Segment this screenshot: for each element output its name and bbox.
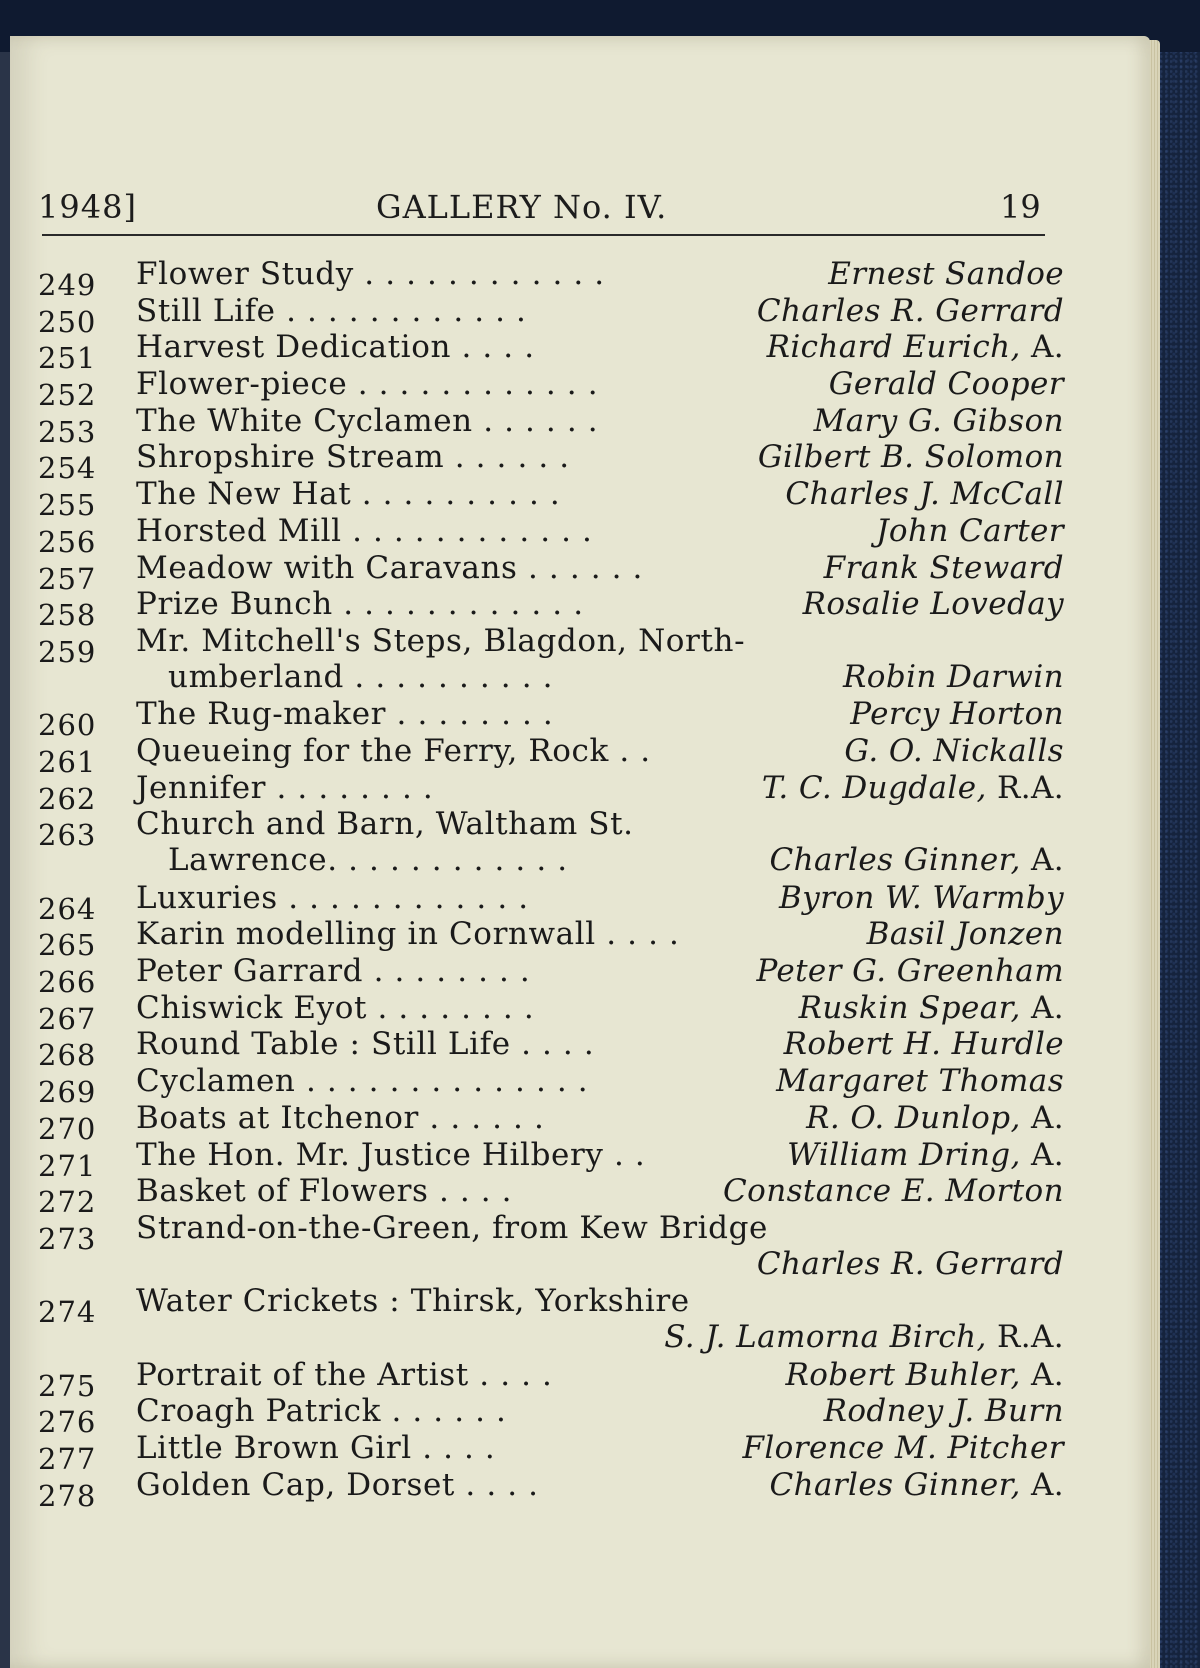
entry-artist: Charles R. Gerrard [756, 292, 1064, 329]
entry-265 [24, 916, 1064, 963]
entry-255 [24, 476, 1064, 523]
entry-number: 278 [38, 1478, 97, 1513]
entry-title-continued: Lawrence. . . . . . . . . . . . [168, 842, 568, 879]
entry-title: Shropshire Stream . . . . . . [136, 439, 570, 476]
entry-title: Chiswick Eyot . . . . . . . . [136, 989, 535, 1026]
entry-number: 269 [38, 1075, 97, 1110]
entry-250 [24, 292, 1064, 339]
running-header [10, 188, 1150, 232]
entry-276 [24, 1393, 1064, 1440]
entry-title: Queueing for the Ferry, Rock . . [136, 732, 651, 769]
entry-number: 258 [38, 598, 97, 633]
entry-256 [24, 512, 1064, 559]
entry-number: 264 [38, 891, 97, 926]
entry-253 [24, 402, 1064, 449]
entry-number: 263 [38, 818, 97, 853]
page-number: 19 [1000, 188, 1041, 226]
entry-title: Mr. Mitchell's Steps, Blagdon, North- [136, 622, 746, 659]
artist-honour: R.A. [986, 769, 1064, 806]
entry-275 [24, 1356, 1064, 1403]
entry-title-continued: umberland . . . . . . . . . . [168, 658, 554, 695]
entry-263 [24, 806, 1064, 879]
entry-artist: Richard Eurich, A. [766, 329, 1064, 366]
entry-title: Croagh Patrick . . . . . . [136, 1393, 507, 1430]
entry-title: Round Table : Still Life . . . . [136, 1026, 595, 1063]
entry-274 [24, 1283, 1064, 1356]
artist-honour: R.A. [986, 1319, 1064, 1356]
artist-honour: A. [1020, 1099, 1064, 1136]
entry-title: Peter Garrard . . . . . . . . [136, 953, 531, 990]
entry-number: 270 [38, 1111, 97, 1146]
entry-artist: T. C. Dugdale, R.A. [761, 769, 1064, 806]
artist-honour: A. [1020, 329, 1064, 366]
catalogue-page [10, 36, 1150, 1668]
entry-number: 260 [38, 708, 97, 743]
entry-artist: Mary G. Gibson [813, 402, 1064, 439]
entry-title: Luxuries . . . . . . . . . . . . [136, 879, 529, 916]
entry-271 [24, 1136, 1064, 1183]
entry-artist: Ernest Sandoe [828, 256, 1064, 292]
artist-honour: A. [1020, 989, 1064, 1026]
entry-artist: R. O. Dunlop, A. [806, 1099, 1064, 1136]
entry-title: Flower-piece . . . . . . . . . . . . [136, 366, 599, 403]
entry-number: 249 [38, 268, 97, 302]
entry-artist: Charles Ginner, A. [769, 842, 1064, 879]
entry-number: 259 [38, 634, 97, 669]
entry-artist: Byron W. Warmby [779, 879, 1064, 916]
entry-267 [24, 989, 1064, 1036]
artist-honour: A. [1020, 1356, 1064, 1393]
entry-artist: Margaret Thomas [776, 1063, 1064, 1100]
entry-artist: Charles J. McCall [785, 476, 1064, 513]
entry-title: The White Cyclamen . . . . . . [136, 402, 599, 439]
entry-artist: Charles Ginner, A. [769, 1466, 1064, 1503]
entry-artist: Gilbert B. Solomon [757, 439, 1064, 476]
entry-number: 276 [38, 1405, 97, 1440]
entry-number: 261 [38, 744, 97, 779]
entry-artist: Rodney J. Burn [823, 1393, 1064, 1430]
entry-title: Little Brown Girl . . . . [136, 1430, 496, 1467]
entry-artist: Frank Steward [823, 549, 1064, 586]
entry-title: Boats at Itchenor . . . . . . [136, 1099, 545, 1136]
header-year: 1948] [38, 188, 137, 226]
entry-number: 273 [38, 1221, 97, 1256]
entry-title: Karin modelling in Cornwall . . . . [136, 916, 680, 953]
entry-278 [24, 1466, 1064, 1513]
entry-title: Flower Study . . . . . . . . . . . . [136, 256, 605, 292]
artist-honour: A. [1020, 842, 1064, 879]
entry-254 [24, 439, 1064, 486]
entry-list [24, 256, 1064, 1513]
entry-title: Cyclamen . . . . . . . . . . . . . . [136, 1063, 589, 1100]
entry-artist: Charles R. Gerrard [756, 1245, 1064, 1282]
header-rule [42, 234, 1045, 236]
entry-number: 250 [38, 304, 97, 339]
entry-number: 266 [38, 965, 97, 1000]
entry-artist: Robert H. Hurdle [783, 1026, 1064, 1063]
entry-artist: Robin Darwin [843, 658, 1064, 695]
entry-title: Water Crickets : Thirsk, Yorkshire [136, 1283, 690, 1320]
entry-title: Golden Cap, Dorset . . . . [136, 1466, 539, 1503]
entry-artist: Peter G. Greenham [756, 953, 1064, 990]
entry-artist: G. O. Nickalls [844, 732, 1064, 769]
entry-number: 271 [38, 1148, 97, 1183]
entry-title: Harvest Dedication . . . . [136, 329, 535, 366]
entry-number: 254 [38, 451, 97, 486]
entry-title: The Hon. Mr. Justice Hilbery . . [136, 1136, 646, 1173]
entry-number: 251 [38, 341, 97, 376]
artist-honour: A. [1020, 1136, 1064, 1173]
entry-artist: John Carter [876, 512, 1064, 549]
entry-262 [24, 769, 1064, 816]
entry-title: The Rug-maker . . . . . . . . [136, 696, 554, 733]
entry-272 [24, 1173, 1064, 1220]
entry-260 [24, 696, 1064, 743]
entry-266 [24, 953, 1064, 1000]
entry-252 [24, 366, 1064, 413]
entry-artist: Basil Jonzen [866, 916, 1064, 953]
entry-270 [24, 1099, 1064, 1146]
entry-259 [24, 623, 1064, 696]
entry-249 [24, 256, 1064, 302]
entry-277 [24, 1430, 1064, 1477]
entry-artist: Ruskin Spear, A. [798, 989, 1064, 1026]
entry-title: Horsted Mill . . . . . . . . . . . . [136, 512, 593, 549]
entry-number: 267 [38, 1001, 97, 1036]
entry-number: 252 [38, 378, 97, 413]
entry-261 [24, 732, 1064, 779]
entry-artist: Gerald Cooper [828, 366, 1064, 403]
entry-title: Basket of Flowers . . . . [136, 1173, 513, 1210]
entry-number: 262 [38, 781, 97, 816]
entry-number: 256 [38, 524, 97, 559]
entry-title: Still Life . . . . . . . . . . . . [136, 292, 527, 329]
artist-honour: A. [1020, 1466, 1064, 1503]
entry-number: 275 [38, 1368, 97, 1403]
entry-number: 272 [38, 1185, 97, 1220]
entry-257 [24, 549, 1064, 596]
entry-title: Church and Barn, Waltham St. [136, 806, 634, 843]
entry-number: 265 [38, 928, 97, 963]
entry-artist: Constance E. Morton [723, 1173, 1064, 1210]
entry-artist: Rosalie Loveday [802, 586, 1064, 623]
entry-268 [24, 1026, 1064, 1073]
entry-artist: Florence M. Pitcher [742, 1430, 1064, 1467]
entry-number: 255 [38, 488, 97, 523]
entry-title: Prize Bunch . . . . . . . . . . . . [136, 586, 584, 623]
entry-title: Strand-on-the-Green, from Kew Bridge [136, 1209, 768, 1246]
entry-artist: Robert Buhler, A. [785, 1356, 1064, 1393]
entry-title: Jennifer . . . . . . . . [136, 769, 434, 806]
entry-artist: William Dring, A. [787, 1136, 1064, 1173]
entry-title: Portrait of the Artist . . . . [136, 1356, 553, 1393]
entry-258 [24, 586, 1064, 633]
entry-number: 257 [38, 561, 97, 596]
entry-number: 253 [38, 414, 97, 449]
entry-251 [24, 329, 1064, 376]
entry-artist: Percy Horton [850, 696, 1064, 733]
entry-number: 277 [38, 1442, 97, 1477]
entry-artist: S. J. Lamorna Birch, R.A. [664, 1319, 1064, 1356]
gallery-title: GALLERY No. IV. [376, 188, 668, 226]
entry-number: 274 [38, 1295, 97, 1330]
entry-title: Meadow with Caravans . . . . . . [136, 549, 644, 586]
entry-number: 268 [38, 1038, 97, 1073]
entry-264 [24, 879, 1064, 926]
entry-title: The New Hat . . . . . . . . . . [136, 476, 561, 513]
entry-269 [24, 1063, 1064, 1110]
entry-273 [24, 1210, 1064, 1283]
